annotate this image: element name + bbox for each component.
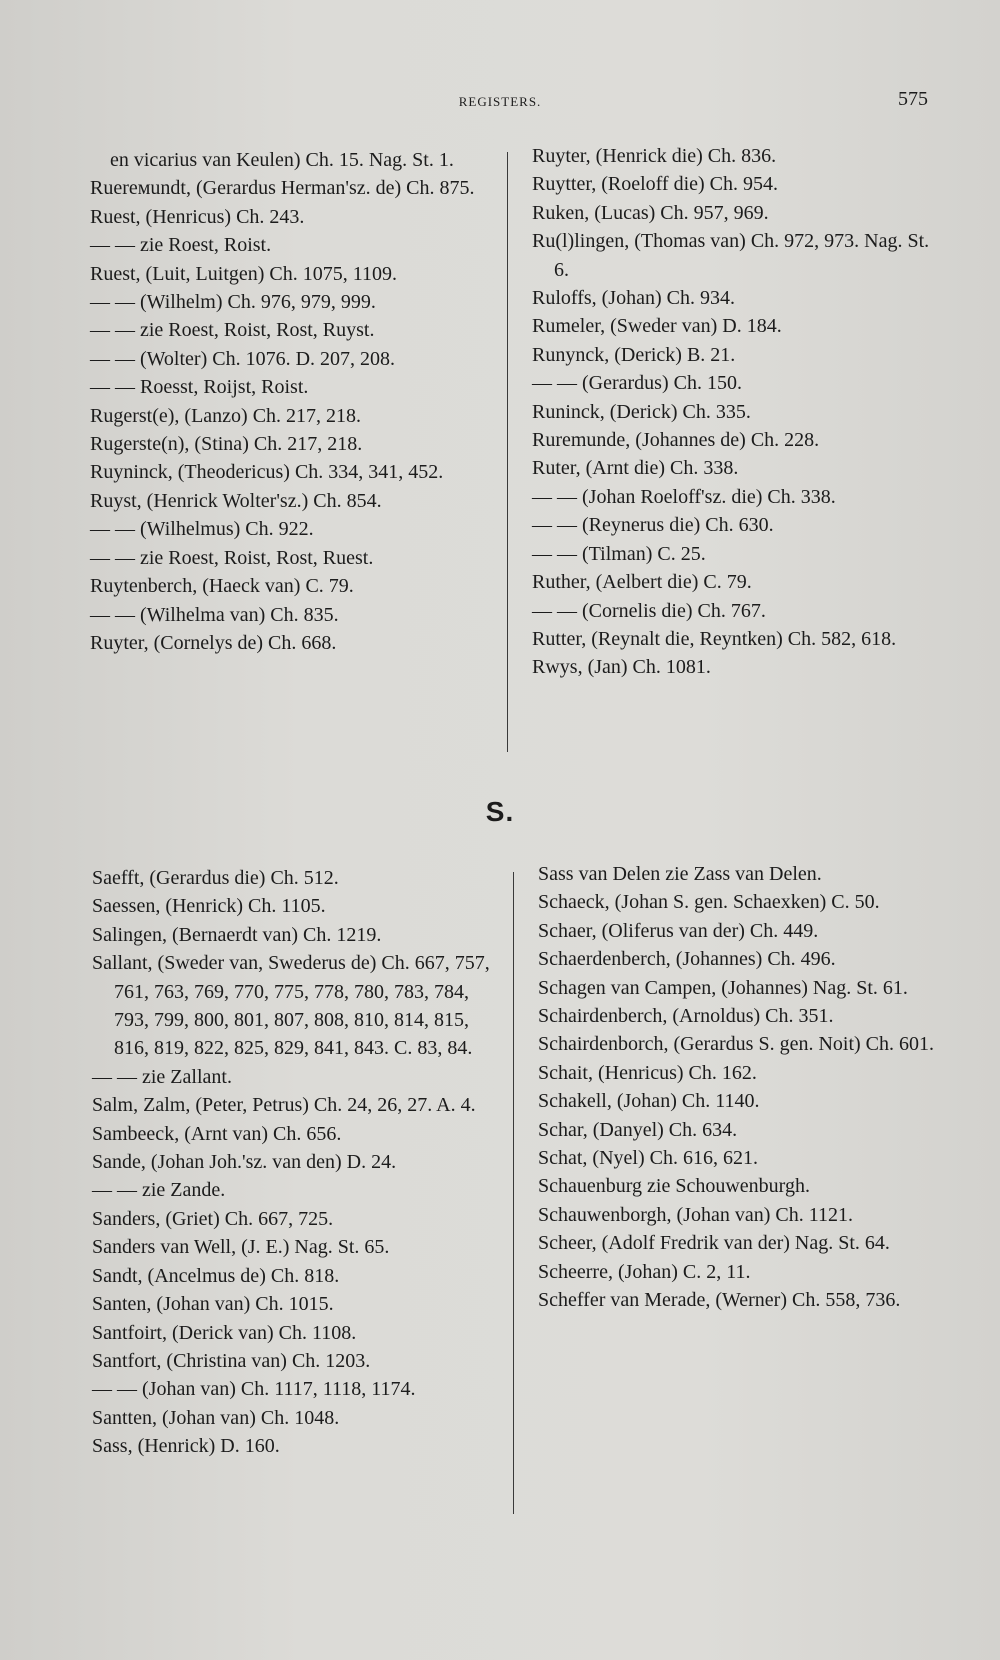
index-entry: Runinck, (Derick) Ch. 335. [532, 400, 751, 423]
index-entry: Scheerre, (Johan) C. 2, 11. [538, 1260, 751, 1283]
index-entry: Ruyst, (Henrick Wolter'sz.) Ch. 854. [90, 489, 382, 512]
index-entry: — — zie Roest, Roist, Rost, Ruest. [90, 546, 374, 569]
column-divider-bottom [513, 872, 514, 1514]
index-entry: — — (Cornelis die) Ch. 767. [532, 599, 766, 622]
index-column-bottom-right [538, 860, 938, 1315]
index-entry: Ruyninck, (Theodericus) Ch. 334, 341, 452. [90, 461, 444, 484]
index-column-bottom-left [92, 864, 492, 1461]
index-entry: Ruest, (Luit, Luitgen) Ch. 1075, 1109. [90, 262, 398, 285]
index-entry: Schar, (Danyel) Ch. 634. [538, 1118, 738, 1141]
index-entry: Sandt, (Ancelmus de) Ch. 818. [92, 1264, 340, 1287]
index-entry: Schaeck, (Johan S. gen. Schaexken) C. 50. [538, 891, 880, 914]
index-entry: — — zie Zande. [92, 1179, 226, 1202]
index-entry: Sass, (Henrick) D. 160. [92, 1435, 280, 1458]
index-entry: Schait, (Henricus) Ch. 162. [538, 1061, 757, 1084]
index-entry: Scheffer van Merade, (Werner) Ch. 558, 736. [538, 1289, 901, 1312]
index-entry: Sande, (Johan Joh.'sz. van den) D. 24. [92, 1151, 397, 1174]
index-entry: Schaer, (Oliferus van der) Ch. 449. [538, 919, 819, 942]
index-entry: Ruest, (Henricus) Ch. 243. [90, 205, 305, 228]
index-entry: — — zie Roest, Roist. [90, 234, 272, 257]
index-entry: Santten, (Johan van) Ch. 1048. [92, 1406, 340, 1429]
index-entry: Sambeeck, (Arnt van) Ch. 656. [92, 1122, 342, 1145]
index-entry: Ruremunde, (Johannes de) Ch. 228. [532, 429, 820, 452]
index-entry: Schairdenberch, (Arnoldus) Ch. 351. [538, 1005, 834, 1028]
page-number: 575 [898, 88, 928, 110]
index-entry: Santfort, (Christina van) Ch. 1203. [92, 1349, 371, 1372]
index-entry: Runynck, (Derick) B. 21. [532, 343, 736, 366]
index-entry: Schaerdenberch, (Johannes) Ch. 496. [538, 948, 836, 971]
index-entry: Ruyter, (Cornelys de) Ch. 668. [90, 631, 337, 654]
index-entry: Ruyter, (Henrick die) Ch. 836. [532, 145, 777, 167]
section-letter: S. [485, 796, 515, 827]
index-column-top-left [90, 146, 490, 657]
index-entry: Sallant, (Sweder van, Swederus de) Ch. 667, 757, 761, 763, 769, 770, 775, 778, 780, 783, 784, 793, 799, 800, 801, 807, 808, 810, 814, 815, 816, 819, 822, 825, 829, 841, 843. C. 83, 84. [92, 952, 490, 1060]
index-entry: Salingen, (Bernaerdt van) Ch. 1219. [92, 923, 382, 946]
index-entry: Rutter, (Reynalt die, Reyntken) Ch. 582, 618. [532, 627, 897, 650]
index-entry: Schairdenborch, (Gerardus S. gen. Noit) Ch. 601. [538, 1033, 935, 1056]
index-entry: Sanders, (Griet) Ch. 667, 725. [92, 1207, 334, 1230]
index-entry: Ruther, (Aelbert die) C. 79. [532, 571, 752, 594]
index-entry: — — (Gerardus) Ch. 150. [532, 372, 742, 395]
index-entry: Ruerемundt, (Gerardus Herman'sz. de) Ch. 875. [90, 177, 475, 200]
index-entry: Schauenburg zie Schouwenburgh. [538, 1175, 810, 1198]
index-entry: Saessen, (Henrick) Ch. 1105. [92, 895, 326, 918]
running-header: REGISTERS. [458, 94, 542, 109]
index-entry: — — (Wilhelm) Ch. 976, 979, 999. [90, 291, 376, 314]
index-entry: en vicarius van Keulen) Ch. 15. Nag. St. 1. [110, 149, 454, 171]
index-entry: — — zie Zallant. [92, 1065, 232, 1088]
index-entry: Sass van Delen zie Zass van Delen. [538, 863, 822, 885]
index-entry: — — Roesst, Roijst, Roist. [90, 376, 309, 399]
index-entry: Salm, Zalm, (Peter, Petrus) Ch. 24, 26, 27. A. 4. [92, 1094, 476, 1117]
index-entry: — — (Johan Roeloff'sz. die) Ch. 338. [532, 485, 836, 508]
index-entry: — — (Johan van) Ch. 1117, 1118, 1174. [92, 1378, 416, 1401]
index-entry: Scheer, (Adolf Fredrik van der) Nag. St. 64. [538, 1232, 890, 1255]
index-entry: Ruytenberch, (Haeck van) C. 79. [90, 575, 354, 598]
index-entry: Rumeler, (Sweder van) D. 184. [532, 315, 782, 338]
index-entry: Ruken, (Lucas) Ch. 957, 969. [532, 201, 769, 224]
index-entry: — — (Tilman) C. 25. [532, 542, 706, 565]
column-divider-top [507, 152, 508, 752]
index-column-top-right [532, 142, 932, 682]
index-entry: — — (Wolter) Ch. 1076. D. 207, 208. [90, 347, 396, 370]
index-entry: Schat, (Nyel) Ch. 616, 621. [538, 1147, 758, 1170]
index-entry: Schauwenborgh, (Johan van) Ch. 1121. [538, 1203, 853, 1226]
index-entry: — — zie Roest, Roist, Rost, Ruyst. [90, 319, 375, 342]
index-entry: Saefft, (Gerardus die) Ch. 512. [92, 867, 339, 889]
index-entry: Santen, (Johan van) Ch. 1015. [92, 1293, 334, 1316]
index-entry: Santfoirt, (Derick van) Ch. 1108. [92, 1321, 357, 1344]
index-entry: Ru(l)lingen, (Thomas van) Ch. 972, 973. Nag. St. 6. [532, 230, 930, 281]
index-entry: Ruytter, (Roeloff die) Ch. 954. [532, 173, 779, 196]
index-entry: Sanders van Well, (J. E.) Nag. St. 65. [92, 1236, 390, 1259]
index-entry: — — (Reynerus die) Ch. 630. [532, 514, 774, 537]
index-entry: Ruter, (Arnt die) Ch. 338. [532, 457, 739, 480]
index-entry: Rugerste(n), (Stina) Ch. 217, 218. [90, 433, 363, 456]
index-entry: Schagen van Campen, (Johannes) Nag. St. 61. [538, 976, 908, 999]
index-entry: Rwys, (Jan) Ch. 1081. [532, 656, 711, 679]
index-entry: Schakell, (Johan) Ch. 1140. [538, 1090, 760, 1113]
index-entry: Rugerst(e), (Lanzo) Ch. 217, 218. [90, 404, 362, 427]
index-entry: Ruloffs, (Johan) Ch. 934. [532, 287, 735, 310]
index-entry: — — (Wilhelmus) Ch. 922. [90, 518, 314, 541]
index-entry: — — (Wilhelma van) Ch. 835. [90, 603, 339, 626]
